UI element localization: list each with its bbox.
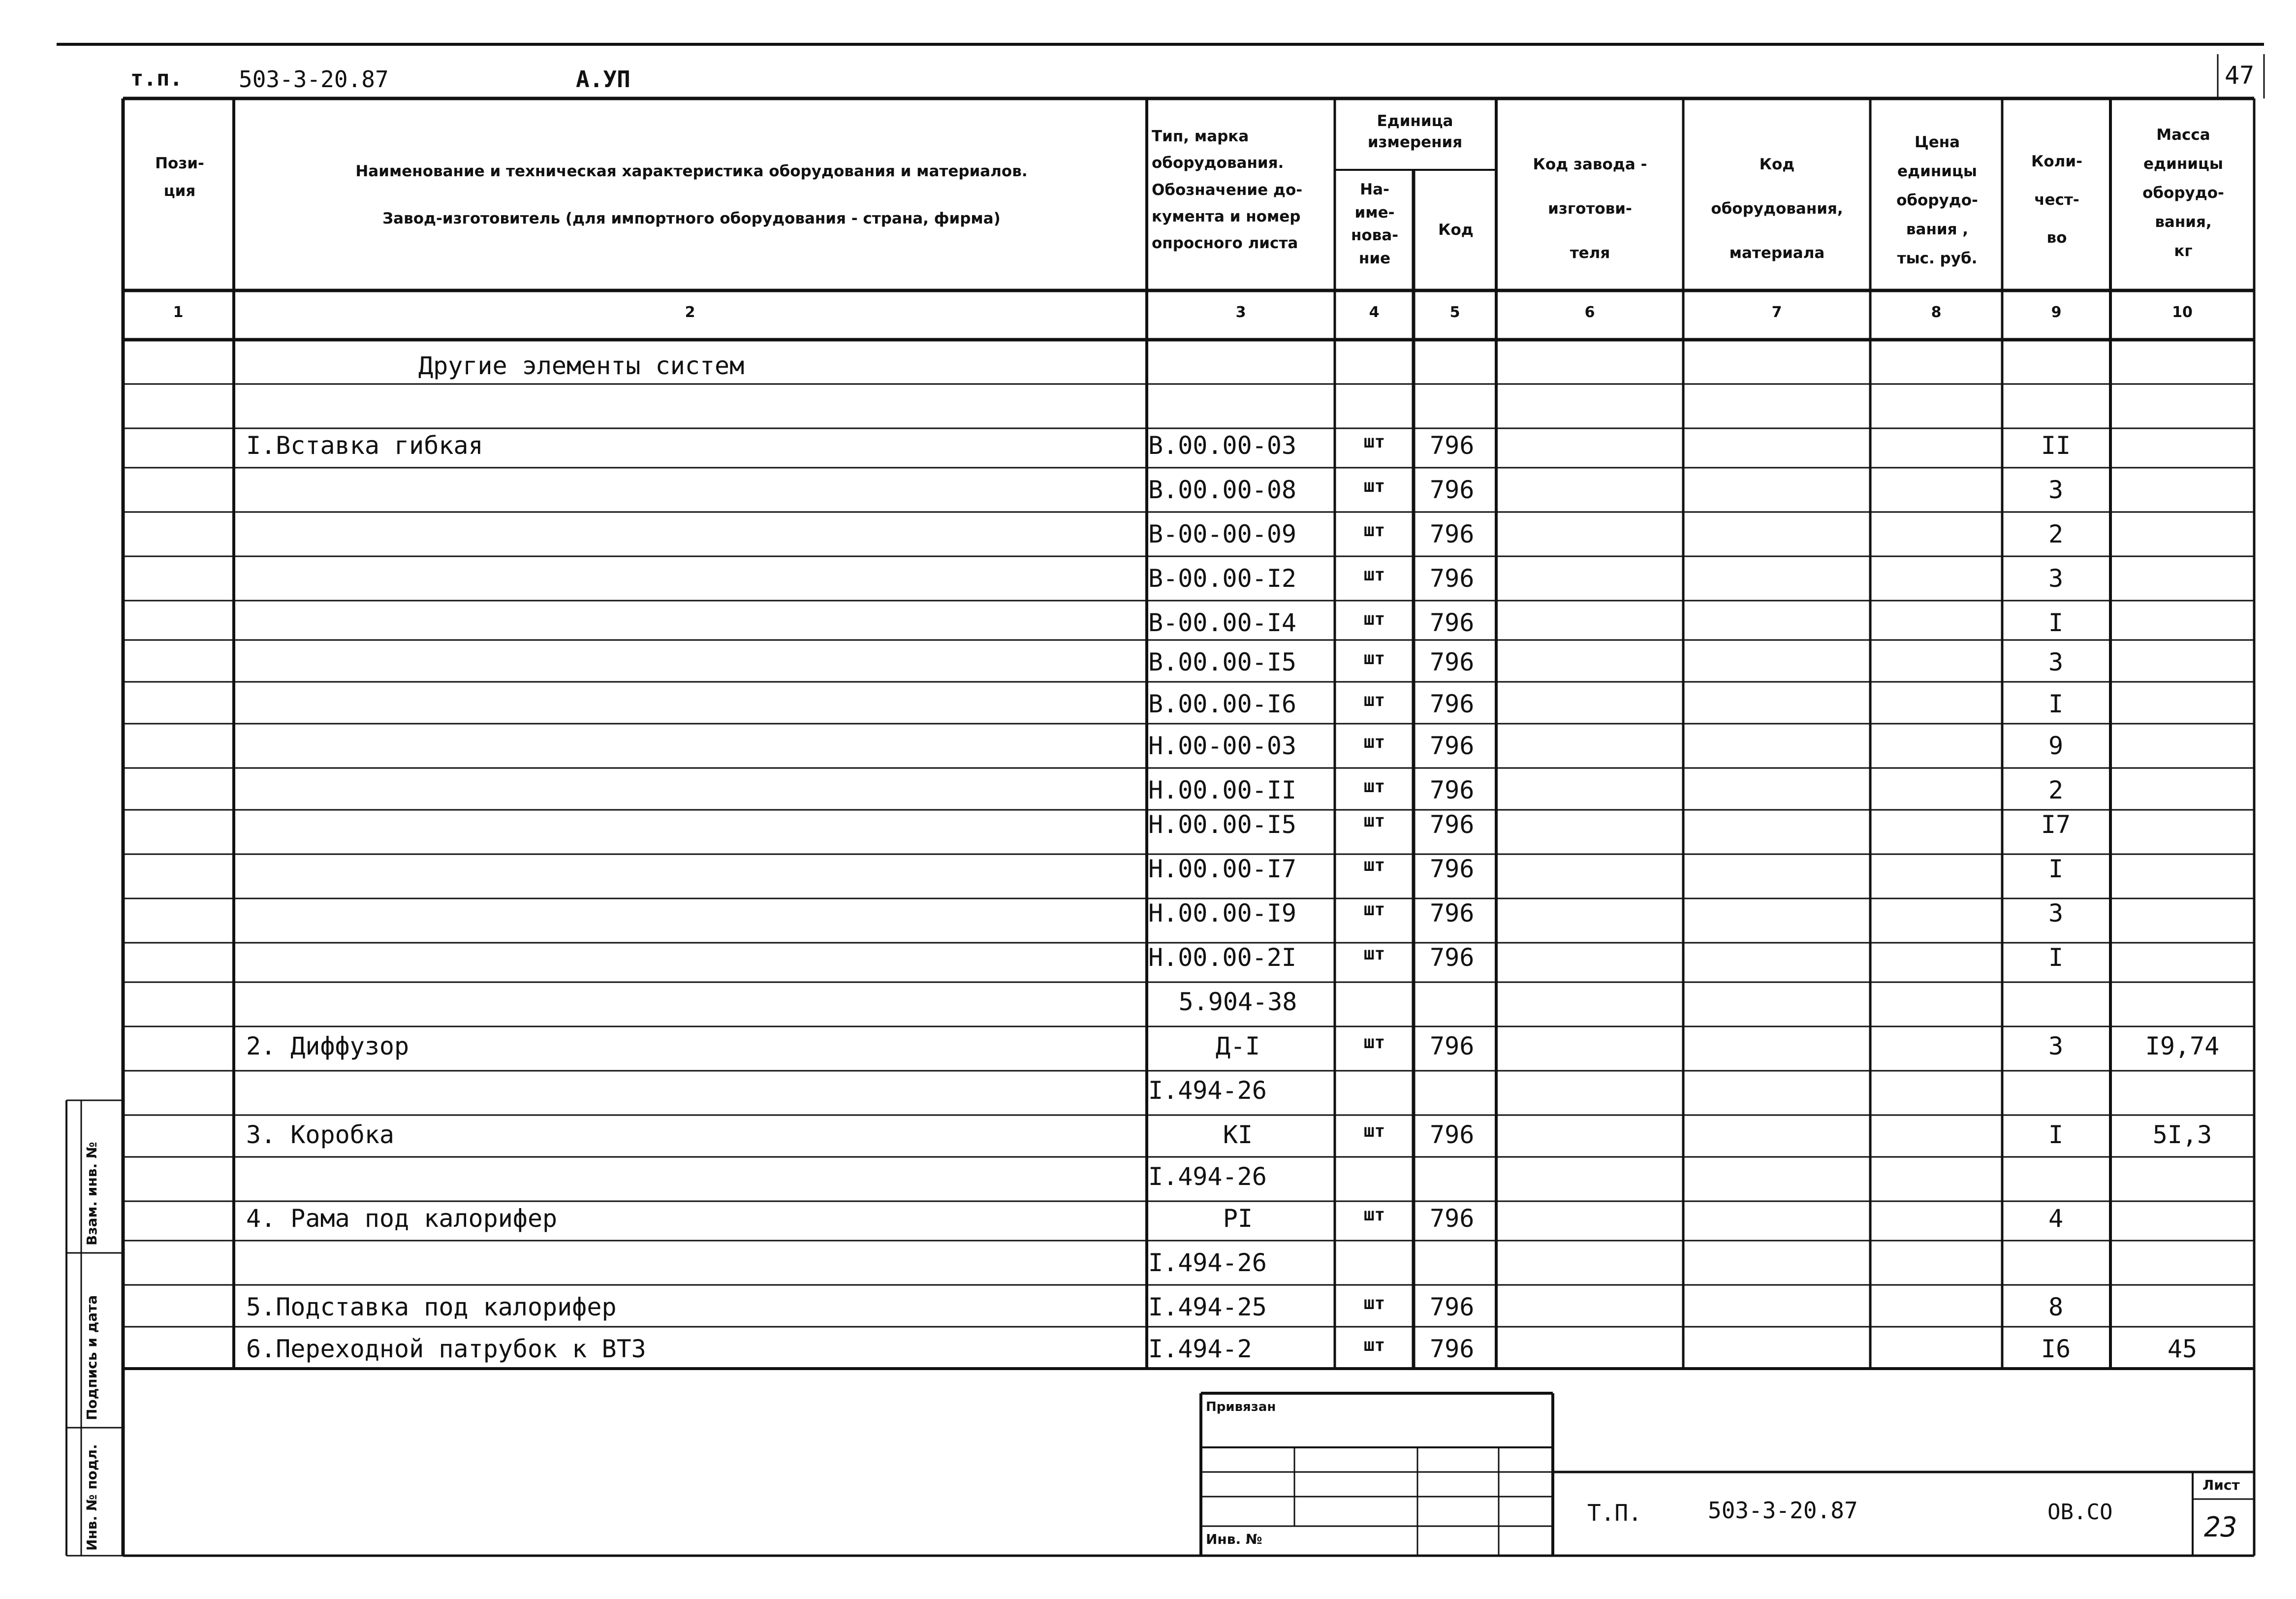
- row-name: 2. Диффузор: [246, 1032, 409, 1060]
- stamp-attached-label: Привязан: [1206, 1400, 1276, 1414]
- row-unit: шт: [1363, 1293, 1385, 1313]
- doc-number: 503-3-20.87: [239, 66, 389, 93]
- row-mass: 45: [2167, 1335, 2198, 1363]
- row-type: I.494-26: [1148, 1076, 1267, 1105]
- row-unit: шт: [1363, 1205, 1385, 1225]
- row-mass: 5I,3: [2152, 1120, 2212, 1149]
- header-unit: Единица измерения: [1367, 112, 1463, 152]
- header-quantity: Коли- чест- во: [2031, 153, 2082, 247]
- header-price: Цена единицы оборудо- вания , тыс. руб.: [1896, 133, 1978, 267]
- row-qty: II: [2041, 431, 2071, 460]
- column-number: 5: [1449, 304, 1460, 321]
- row-type: Н.00.00-II: [1148, 776, 1297, 804]
- row-type: I.494-26: [1148, 1248, 1267, 1277]
- row-unit: шт: [1363, 565, 1385, 585]
- row-name: I.Вставка гибкая: [246, 431, 483, 460]
- header-equipment-code: Код оборудования, материала: [1711, 156, 1843, 262]
- row-type: В-00-00-09: [1148, 520, 1297, 548]
- row-code: 796: [1430, 648, 1475, 676]
- row-unit: шт: [1363, 1335, 1385, 1355]
- row-mass: I9,74: [2145, 1032, 2220, 1060]
- row-qty: 3: [2048, 899, 2064, 927]
- row-qty: 2: [2048, 776, 2064, 804]
- row-type: В.00.00-I6: [1148, 690, 1297, 718]
- row-code: 796: [1430, 943, 1475, 972]
- row-type: КI: [1223, 1120, 1253, 1149]
- row-unit: шт: [1363, 476, 1385, 496]
- row-qty: I: [2048, 1120, 2064, 1149]
- header-type: Тип, марка оборудования. Обозначение до- кумента и номер опросного листа: [1152, 128, 1303, 252]
- row-code: 796: [1430, 776, 1475, 804]
- row-name: 4. Рама под калорифер: [246, 1204, 558, 1233]
- row-qty: 8: [2048, 1293, 2064, 1321]
- header-factory-code: Код завода - изготови- теля: [1533, 156, 1647, 262]
- row-qty: 3: [2048, 476, 2064, 504]
- row-type: Н.00.00-I5: [1148, 810, 1297, 839]
- row-code: 796: [1430, 899, 1475, 927]
- row-unit: шт: [1363, 520, 1385, 541]
- side-label-signature-date: Подпись и дата: [84, 1295, 100, 1420]
- column-number: 7: [1771, 304, 1782, 321]
- row-qty: I: [2048, 690, 2064, 718]
- stamp-sheet-number: 23: [2204, 1511, 2237, 1543]
- header-mass: Масса единицы оборудо- вания, кг: [2142, 126, 2224, 260]
- row-code: 796: [1430, 732, 1475, 760]
- column-number: 8: [1931, 304, 1942, 321]
- row-type: В-00.00-I4: [1148, 608, 1297, 637]
- row-code: 796: [1430, 1293, 1475, 1321]
- row-type: Н.00-00-03: [1148, 732, 1297, 760]
- row-code: 796: [1430, 1032, 1475, 1060]
- row-name: 5.Подставка под калорифер: [246, 1293, 617, 1321]
- row-type: I.494-2: [1148, 1335, 1252, 1363]
- row-code: 796: [1430, 810, 1475, 839]
- page-number: 47: [2225, 61, 2255, 90]
- row-qty: 9: [2048, 732, 2064, 760]
- row-code: 796: [1430, 476, 1475, 504]
- row-unit: шт: [1363, 648, 1385, 669]
- row-code: 796: [1430, 564, 1475, 593]
- row-name: Другие элементы систем: [418, 352, 745, 380]
- row-name: 3. Коробка: [246, 1120, 395, 1149]
- column-number: 1: [173, 304, 184, 321]
- row-qty: 4: [2048, 1204, 2064, 1233]
- side-label-replace-inv: Взам. инв. №: [84, 1142, 100, 1246]
- header-unit-name: На- име- нова- ние: [1351, 181, 1399, 267]
- row-name: 6.Переходной патрубок к ВТЗ: [246, 1335, 646, 1363]
- column-number: 2: [685, 304, 695, 321]
- row-unit: шт: [1363, 855, 1385, 875]
- row-type: В-00.00-I2: [1148, 564, 1297, 593]
- row-qty: I: [2048, 855, 2064, 883]
- stamp-inv-label: Инв. №: [1206, 1531, 1262, 1547]
- row-code: 796: [1430, 855, 1475, 883]
- side-label-inv-original: Инв. № подл.: [84, 1444, 100, 1551]
- row-unit: шт: [1363, 732, 1385, 752]
- header-unit-code: Код: [1438, 221, 1474, 239]
- row-unit: шт: [1363, 776, 1385, 797]
- row-code: 796: [1430, 520, 1475, 548]
- row-qty: 3: [2048, 1032, 2064, 1060]
- row-type: I.494-25: [1148, 1293, 1267, 1321]
- row-code: 796: [1430, 1204, 1475, 1233]
- row-type: В.00.00-I5: [1148, 648, 1297, 676]
- column-number: 6: [1584, 304, 1595, 321]
- column-number: 10: [2172, 304, 2193, 321]
- stamp-sheet-label: Лист: [2202, 1477, 2240, 1493]
- stamp-doc-prefix: Т.П.: [1587, 1500, 1642, 1526]
- row-qty: 3: [2048, 564, 2064, 593]
- stamp-doc-number: 503-3-20.87: [1708, 1497, 1858, 1524]
- row-unit: шт: [1363, 432, 1385, 452]
- row-code: 796: [1430, 431, 1475, 460]
- row-code: 796: [1430, 1335, 1475, 1363]
- column-number: 3: [1235, 304, 1246, 321]
- column-number: 9: [2051, 304, 2062, 321]
- row-qty: 2: [2048, 520, 2064, 548]
- row-type: В.00.00-03: [1148, 431, 1297, 460]
- doc-prefix: т.п.: [130, 66, 183, 91]
- row-type: РI: [1223, 1204, 1253, 1233]
- row-type: Д-I: [1215, 1032, 1260, 1060]
- row-type: Н.00.00-I9: [1148, 899, 1297, 927]
- row-code: 796: [1430, 1120, 1475, 1149]
- header-position: Пози- ция: [155, 155, 204, 200]
- row-type: Н.00.00-I7: [1148, 855, 1297, 883]
- column-number: 4: [1369, 304, 1380, 321]
- row-type: 5.904-38: [1178, 988, 1297, 1016]
- row-unit: шт: [1363, 609, 1385, 629]
- row-unit: шт: [1363, 1121, 1385, 1141]
- row-qty: I7: [2041, 810, 2071, 839]
- row-unit: шт: [1363, 899, 1385, 920]
- row-qty: 3: [2048, 648, 2064, 676]
- row-type: I.494-26: [1148, 1162, 1267, 1191]
- album-code: А.УП: [576, 66, 630, 93]
- row-qty: I: [2048, 608, 2064, 637]
- row-type: В.00.00-08: [1148, 476, 1297, 504]
- row-unit: шт: [1363, 944, 1385, 964]
- row-qty: I6: [2041, 1335, 2071, 1363]
- row-unit: шт: [1363, 690, 1385, 710]
- row-unit: шт: [1363, 811, 1385, 831]
- row-type: Н.00.00-2I: [1148, 943, 1297, 972]
- row-unit: шт: [1363, 1032, 1385, 1053]
- row-code: 796: [1430, 608, 1475, 637]
- row-qty: I: [2048, 943, 2064, 972]
- row-code: 796: [1430, 690, 1475, 718]
- header-name: Наименование и техническая характеристика оборудования и материалов. Завод-изготовитель (для импортного оборудования - страна, фирма): [355, 162, 1028, 228]
- stamp-doc-code: ОВ.СО: [2047, 1500, 2113, 1525]
